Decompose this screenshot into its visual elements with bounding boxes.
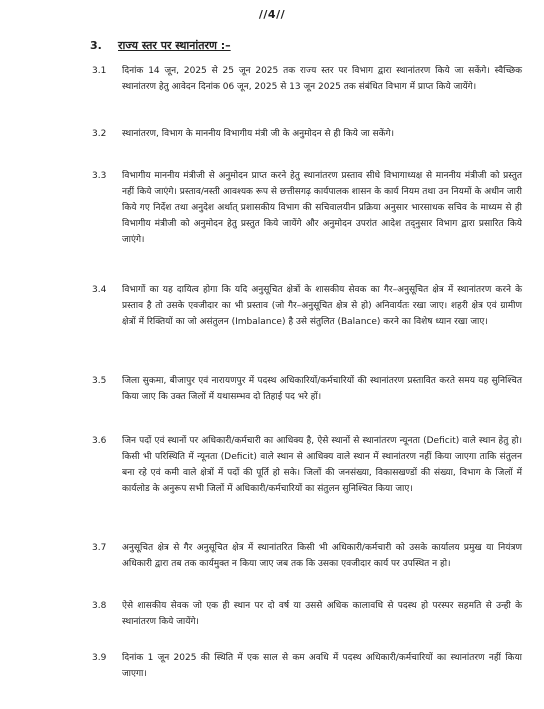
section-title: राज्य स्तर पर स्थानांतरण :– (118, 39, 231, 52)
clause-text: विभागों का यह दायित्व होगा कि यदि अनुसूचित क्षेत्रों के शासकीय सेवक का गैर–अनुसूचित क्षेत्र में स्थानांतरण करने के प्रस्ताव है तो उसके एवजीदार का भी प्रस्ताव (जो गैर–अनुसूचित क्षेत्र से हो) अनिवार्यतः रखा जाए। शहरी क्षेत्र एवं ग्रामीण क्षेत्रों में रिक्तियों का जो असंतुलन (Imbalance) है उसे संतुलित (Balance) करने का विशेष ध्यान रखा जाए। (122, 285, 522, 327)
clause-number: 3.3 (92, 171, 107, 181)
clause-text: जिला सुकमा, बीजापुर एवं नारायणपुर में पदस्थ अधिकारियों/कर्मचारियों की स्थानांतरण प्रस्तावित करते समय यह सुनिश्चित किया जाए कि उक्त जिलों में यथासम्भव दो तिहाई पद भरे हों। (122, 376, 522, 402)
clause-number: 3.8 (92, 601, 107, 611)
clause-text: दिनांक 14 जून, 2025 से 25 जून 2025 तक राज्य स्तर पर विभाग द्वारा स्थानांतरण किये जा सकेंगे। स्वैच्छिक स्थानांतरण हेतु आवेदन दिनांक 06 जून, 2025 से 13 जून 2025 तक संबंधित विभाग में प्राप्त किये जायेंगे। (122, 66, 522, 92)
clause-text: दिनांक 1 जून 2025 की स्थिति में एक साल से कम अवधि में पदस्थ अधिकारी/कर्मचारियों का स्थानांतरण नहीं किया जाएगा। (122, 653, 522, 679)
clause-number: 3.4 (92, 285, 107, 295)
clause-number: 3.6 (92, 436, 107, 446)
clause-number: 3.2 (92, 129, 107, 139)
clause-number: 3.1 (92, 66, 107, 76)
section-number: 3. (90, 39, 102, 52)
clause-number: 3.5 (92, 376, 107, 386)
clause-number: 3.9 (92, 653, 107, 663)
section-heading (90, 38, 231, 53)
clause-text: ऐसे शासकीय सेवक जो एक ही स्थान पर दो वर्ष या उससे अधिक कालावधि से पदस्थ हो परस्पर सहमति से उन्ही के स्थानांतरण किये जायेंगे। (122, 601, 522, 627)
clause-text: जिन पदों एवं स्थानों पर अधिकारी/कर्मचारी का आधिक्य है, ऐसे स्थानों से स्थानांतरण न्यूनता (Deficit) वाले स्थान हेतु हो। किसी भी परिस्थिति में न्यूनता (Deficit) वाले स्थान से आधिक्य वाले स्थान में स्थानांतरण नहीं किया जाएगा ताकि संतुलन बना रहे एवं कमी वाले क्षेत्रों में पदों की पूर्ति हो सके। जिलों की जनसंख्या, विकासखण्डों की संख्या, विभाग के जिलों में कार्यलोड के अनुरूप सभी जिलों में अधिकारी/कर्मचारियों का संतुलन सुनिश्चित किया जाए। (122, 436, 522, 494)
page-number: //4// (258, 8, 286, 21)
clause-text: अनुसूचित क्षेत्र से गैर अनुसूचित क्षेत्र में स्थानांतरित किसी भी अधिकारी/कर्मचारी को उसके कार्यालय प्रमुख या नियंत्रण अधिकारी द्वारा तब तक कार्यमुक्त न किया जाए जब तक कि उसका एवजीदार कार्य पर उपस्थित न हो। (122, 543, 522, 569)
clause-text: स्थानांतरण, विभाग के माननीय विभागीय मंत्री जी के अनुमोदन से ही किये जा सकेंगे। (122, 129, 395, 139)
clause-number: 3.7 (92, 543, 107, 553)
clause-text: विभागीय माननीय मंत्रीजी से अनुमोदन प्राप्त करने हेतु स्थानांतरण प्रस्ताव सीधे विभागाध्यक्ष से माननीय मंत्रीजी को प्रस्तुत नहीं किये जाएंगे। प्रस्ताव/नस्ती आवश्यक रूप से छत्तीसगढ़ कार्यपालक शासन के कार्य नियम तथा उन नियमों के अधीन जारी किये गए निर्देश तथा अनुदेश अर्थात् प्रशासकीय विभाग की सचिवालयीन प्रक्रिया अनुसार भारसाधक सचिव के माध्यम से ही विभागीय मंत्रीजी को अनुमोदन हेतु प्रस्तुत किये जायेंगे और अनुमोदन उपरांत आदेश तद्नुसार विभाग द्वारा प्रसारित किये जाएंगे। (122, 171, 522, 245)
